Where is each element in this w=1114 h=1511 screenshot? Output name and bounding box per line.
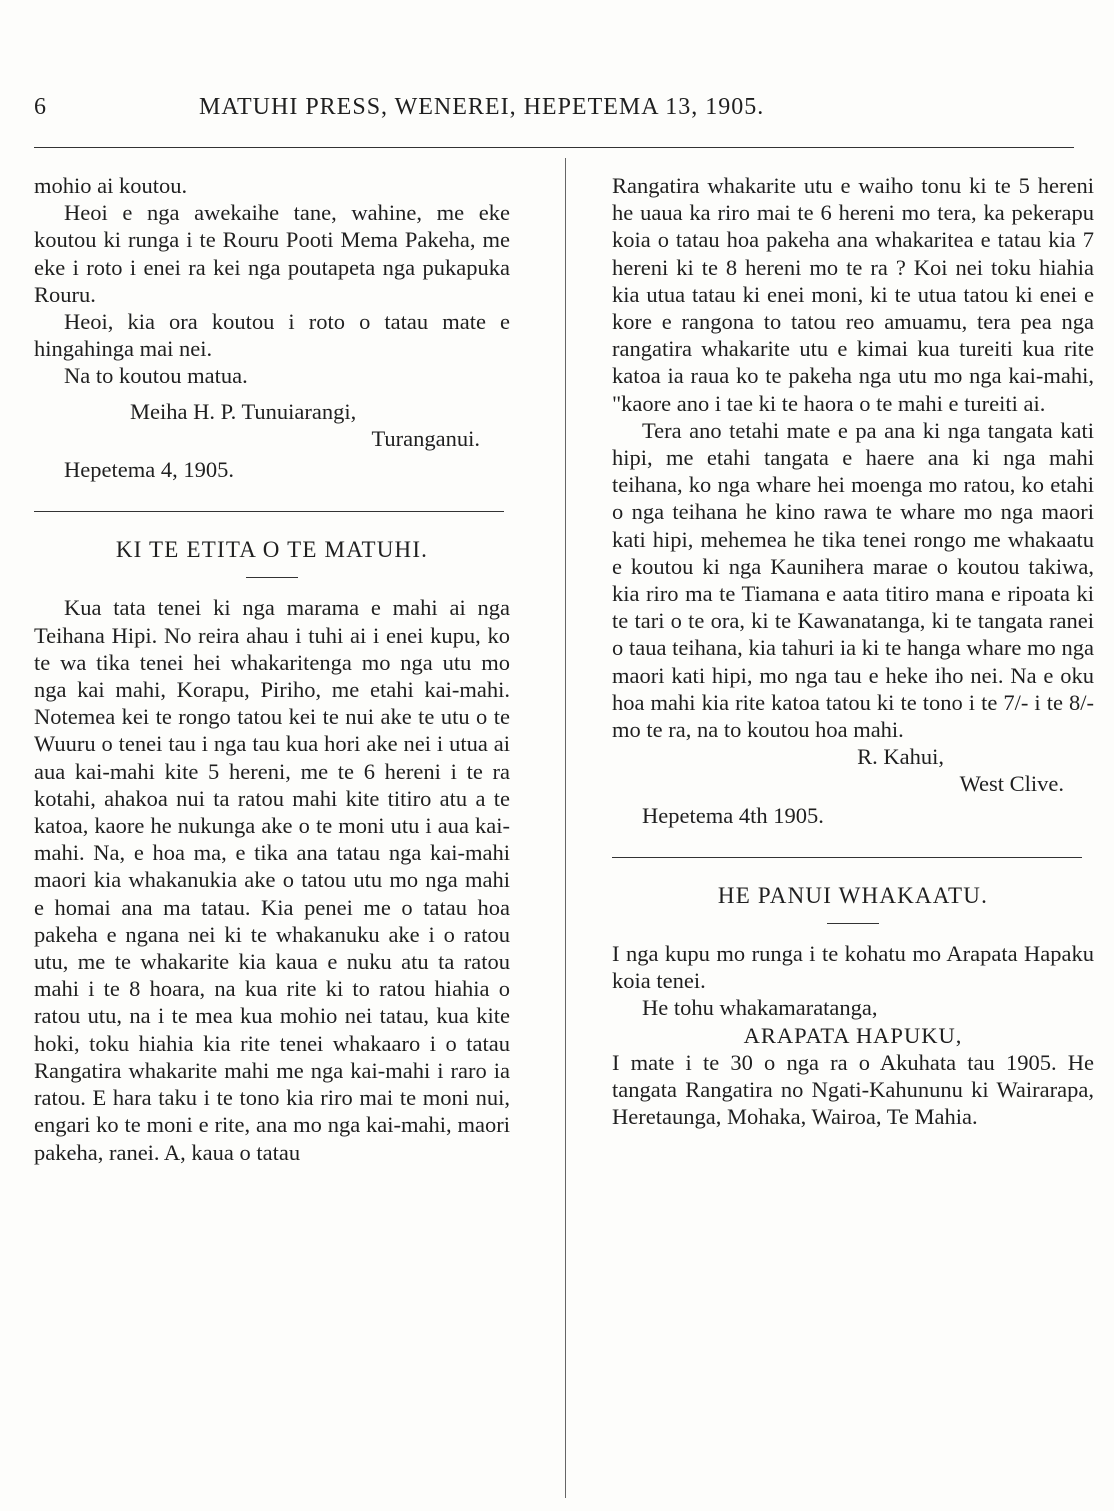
section-rule <box>34 511 504 512</box>
section-rule <box>612 857 1082 858</box>
heading-rule <box>246 577 298 578</box>
heading-rule <box>827 923 879 924</box>
letter-date: Hepetema 4, 1905. <box>64 457 234 483</box>
letter-paragraph: Heoi e nga awekaihe tane, wahine, me eke koutou ki runga i te Rouru Pooti Mema Pakeha, me eke i roto i enei ra kei nga poutapeta nga pukapuka Rouru. <box>34 200 510 307</box>
header-rule <box>34 147 1074 148</box>
notice-name: ARAPATA HAPUKU, <box>743 1022 963 1048</box>
column-divider <box>565 158 566 1498</box>
notice-intro: I nga kupu mo runga i te kohatu mo Arapata Hapaku koia tenei. <box>612 941 1094 994</box>
signature-place: Turanganui. <box>371 425 480 451</box>
notice-heading: HE PANUI WHAKAATU. <box>717 882 989 908</box>
page-number: 6 <box>34 94 47 120</box>
notice-line: He tohu whakamaratanga, <box>642 995 878 1021</box>
masthead-title: MATUHI PRESS, WENEREI, HEPETEMA 13, 1905. <box>199 94 765 120</box>
notice-body: I mate i te 30 o nga ra o Akuhata tau 1905. He tangata Rangatira no Ngati-Kahununu ki Wairarapa, Heretaunga, Mohaka, Wairoa, Te Mahia. <box>612 1049 1094 1130</box>
letter-paragraph: Heoi, kia ora koutou i roto o tatau mate e hingahinga mai nei. <box>34 309 510 362</box>
article-paragraph: Tera ano tetahi mate e pa ana ki nga tangata kati hipi, me etahi tangata e haere ana ki nga mahi teihana, ko nga whare hei moenga mo ratou, ko etahi o nga teihana he kino rawa te whare mo nga maori kati hipi, mehemea he tika tenei rongo me whakaatu e koutou ki nga Kaunihera marae o koutou takiwa, kia riro ma te Tiamana e aata titiro mana e ripoata ki te tari o te ora, ki te Kawanatanga, ki te tangata ranei o taua teihana, kia tahuri ia ki te hanga whare mo nga maori kati hipi, mo nga tau e heke iho nei. Na e oku hoa mahi kia rite katoa tatou ki te tono i te 7/- i te 8/- mo te ra, na to koutou hoa mahi. <box>612 417 1094 743</box>
signature-name: Meiha H. P. Tunuiarangi, <box>130 398 357 424</box>
letter-closing: Na to koutou matua. <box>64 363 248 389</box>
letter-signature <box>34 398 510 452</box>
article-body: Kua tata tenei ki nga marama e mahi ai nga Teihana Hipi. No reira ahau i tuhi ai i enei kupu, ko te wa tika tenei hei whakaritenga mo nga utu mo nga kai mahi, Korapu, Piriho, me etahi kai-mahi. Notemea kei te rongo tatou kei te nui ake te utu o te Wuuru o tenei tau i nga tau kua hori ake nei i utua ai aua kai-mahi kite 5 hereni, me te 6 hereni i te ra kotahi, ahakoa nui ta ratou mahi kite titiro atu a te katoa, kaore he nukunga ake o te moni utu i aua kai-mahi. Na, e hoa ma, e tika ana tatau nga kai-mahi maori kia whakanukia ake o tatou utu mo nga mahi e homai ana ma tatau. Kia penei me o tatau hoa pakeha e ngana nei ki te whakanuku ake i o ratou utu, me te whakarite kia kaua e nuku atu ta ratou mahi i te 8 hoara, na kua rite ki to ratou hiahia o ratou utu, na i te mea kua mohio nei tatau, kua kite hoki, toku hiahia kia rite tenei whakaaro i o tatau Rangatira whakarite mahi me nga kai-mahi i raro ia ratou. E hara taku i te tono kia riro mai te moni nui, engari ko te moni e rite, ana mo nga kai-mahi, maori pakeha, ranei. A, kaua o tatau <box>34 595 510 1165</box>
signature-place: West Clive. <box>959 771 1064 797</box>
article-heading: KI TE ETITA O TE MATUHI. <box>115 537 429 563</box>
page-header <box>34 94 1084 130</box>
article-continuation: Rangatira whakarite utu e waiho tonu ki te 5 hereni he uaua ka riro mai te 6 hereni mo tera, ka pekerapu koia o tatau hoa pakeha ana whakaritea e tatau kia 7 hereni ki te 8 hereni mo te ra ? Koi nei toku hiahia kia utua tatau ki enei moni, ki te utua tatou ki enei e kore e rangona to tatou reo amuamu, tera pea nga rangatira whakarite utu e kimai kua tureiti kua rite katoa ia raua ko te pakeha nga utu mo nga kai-mahi, "kaore ano i tae ki te haora o te mahi e tureiti ai. <box>612 173 1094 416</box>
right-column <box>612 172 1094 1131</box>
letter-line: mohio ai koutou. <box>34 173 188 198</box>
left-column <box>34 172 510 1166</box>
signature-name: R. Kahui, <box>857 744 944 770</box>
article-date: Hepetema 4th 1905. <box>642 802 824 828</box>
